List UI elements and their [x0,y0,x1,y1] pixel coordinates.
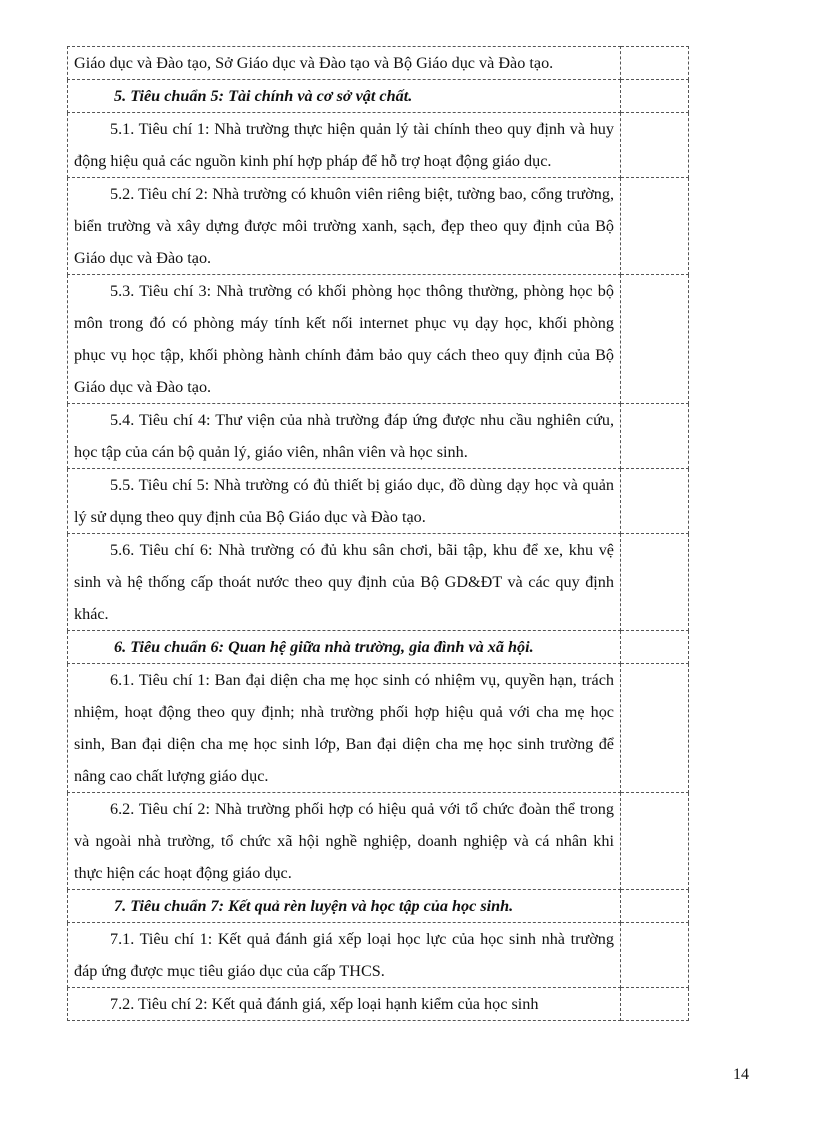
side-cell [621,988,689,1021]
criterion-text: 5.1. Tiêu chí 1: Nhà trường thực hiện quản lý tài chính theo quy định và huy động hiệu quả các nguồn kinh phí hợp pháp để hỗ trợ hoạt động giáo dục. [74,120,614,170]
side-cell [621,469,689,534]
table-row [68,664,689,793]
criterion-text: 5.2. Tiêu chí 2: Nhà trường có khuôn viên riêng biệt, tường bao, cổng trường, biển trường và xây dựng được môi trường xanh, sạch, đẹp theo quy định của Bộ Giáo dục và Đào tạo. [74,185,614,267]
side-cell [621,534,689,631]
side-cell [621,178,689,275]
table-row [68,275,689,404]
side-cell [621,275,689,404]
side-cell [621,404,689,469]
row-text: Giáo dục và Đào tạo, Sở Giáo dục và Đào tạo và Bộ Giáo dục và Đào tạo. [74,54,554,72]
table-row [68,469,689,534]
table-row [68,80,689,113]
side-cell [621,923,689,988]
criterion-text: 6.2. Tiêu chí 2: Nhà trường phối hợp có hiệu quả với tổ chức đoàn thể trong và ngoài nhà trường, tổ chức xã hội nghề nghiệp, doanh nghiệp và cá nhân khi thực hiện các hoạt động giáo dục. [74,800,614,882]
table-row [68,404,689,469]
table-row [68,890,689,923]
criterion-text: 6.1. Tiêu chí 1: Ban đại diện cha mẹ học sinh có nhiệm vụ, quyền hạn, trách nhiệm, hoạt động theo quy định; nhà trường phối hợp hiệu quả với cha mẹ học sinh, Ban đại diện cha mẹ học sinh lớp, Ban đại diện cha mẹ học sinh trường để nâng cao chất lượng giáo dục. [74,671,614,785]
criterion-text: 7.2. Tiêu chí 2: Kết quả đánh giá, xếp loại hạnh kiểm của học sinh [110,995,539,1013]
standard-heading: 7. Tiêu chuẩn 7: Kết quả rèn luyện và học tập của học sinh. [114,897,514,915]
side-cell [621,664,689,793]
criterion-text: 5.4. Tiêu chí 4: Thư viện của nhà trường đáp ứng được nhu cầu nghiên cứu, học tập của cán bộ quản lý, giáo viên, nhân viên và học sinh. [74,411,614,461]
standard-heading: 5. Tiêu chuẩn 5: Tài chính và cơ sở vật chất. [114,87,413,105]
table-row [68,631,689,664]
table-row [68,113,689,178]
page-number: 14 [733,1066,749,1083]
table-row [68,178,689,275]
standard-heading: 6. Tiêu chuẩn 6: Quan hệ giữa nhà trường, gia đình và xã hội. [114,638,534,656]
side-cell [621,793,689,890]
side-cell [621,631,689,664]
table-row [68,923,689,988]
table-row [68,988,689,1021]
criterion-text: 7.1. Tiêu chí 1: Kết quả đánh giá xếp loại học lực của học sinh nhà trường đáp ứng được mục tiêu giáo dục của cấp THCS. [74,930,614,980]
table-row [68,534,689,631]
criterion-text: 5.3. Tiêu chí 3: Nhà trường có khối phòng học thông thường, phòng học bộ môn trong đó có phòng máy tính kết nối internet phục vụ dạy học, khối phòng phục vụ học tập, khối phòng hành chính đảm bảo quy cách theo quy định của Bộ Giáo dục và Đào tạo. [74,282,614,396]
side-cell [621,80,689,113]
table-row [68,793,689,890]
criteria-table [67,46,689,1021]
criterion-text: 5.6. Tiêu chí 6: Nhà trường có đủ khu sân chơi, bãi tập, khu để xe, khu vệ sinh và hệ thống cấp thoát nước theo quy định của Bộ GD&ĐT và các quy định khác. [74,541,614,623]
side-cell [621,890,689,923]
side-cell [621,47,689,80]
criterion-text: 5.5. Tiêu chí 5: Nhà trường có đủ thiết bị giáo dục, đồ dùng dạy học và quản lý sử dụng theo quy định của Bộ Giáo dục và Đào tạo. [74,476,614,526]
side-cell [621,113,689,178]
table-row [68,47,689,80]
